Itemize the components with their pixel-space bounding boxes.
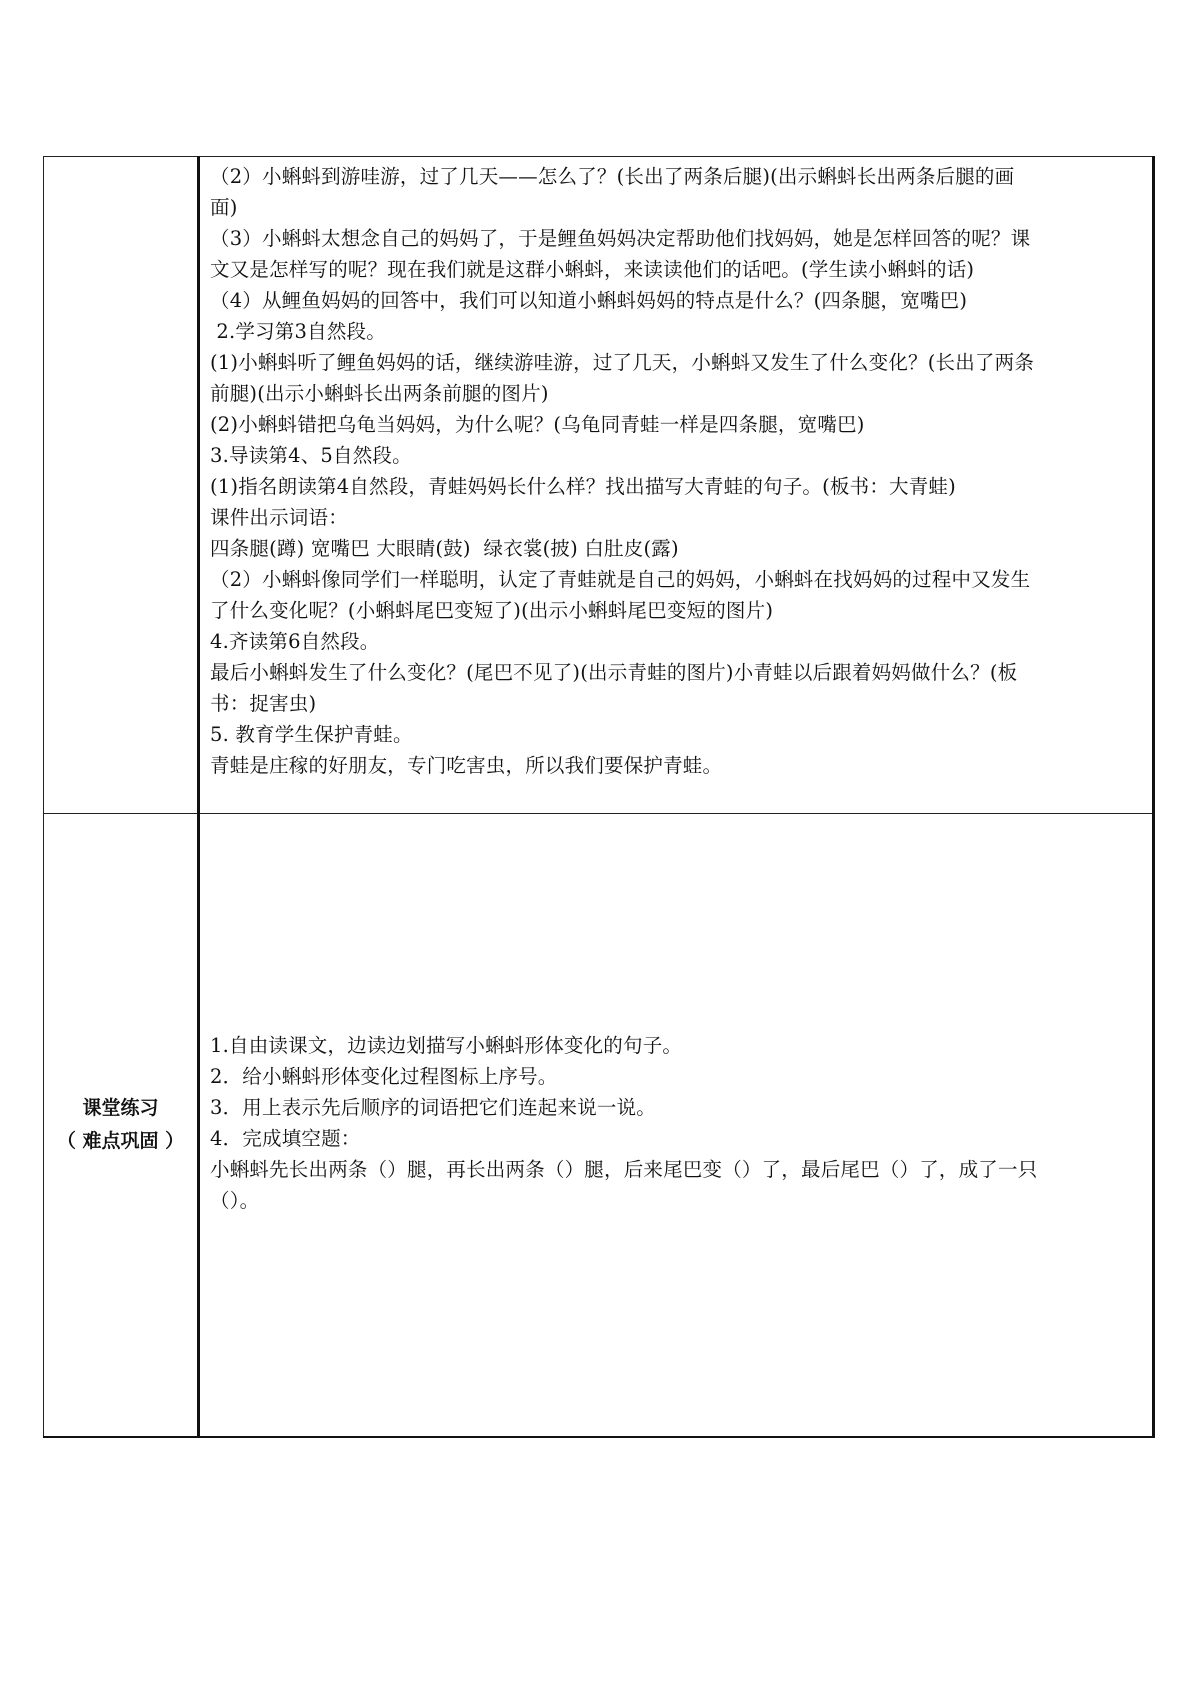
text-line: 青蛙是庄稼的好朋友，专门吃害虫，所以我们要保护青蛙。 [210, 754, 723, 777]
table-row-teaching-process [44, 157, 1154, 814]
table-row-classroom-practice [44, 814, 1154, 1438]
text-line: 5. 教育学生保护青蛙。 [210, 723, 413, 746]
section-label-title: 课堂练习 [82, 1097, 159, 1119]
text-line: 面) [210, 196, 238, 219]
text-line: 了什么变化呢？(小蝌蚪尾巴变短了)(出示小蝌蚪尾巴变短的图片) [210, 599, 774, 622]
section-label-cell-empty [44, 157, 199, 814]
teaching-process-text [200, 157, 1152, 781]
text-line: (2)小蝌蚪错把乌龟当妈妈，为什么呢？(乌龟同青蛙一样是四条腿，宽嘴巴) [210, 413, 865, 436]
text-line: (1)指名朗读第4自然段，青蛙妈妈长什么样？找出描写大青蛙的句子。(板书：大青蛙) [210, 475, 956, 498]
lesson-plan-table [43, 156, 1155, 1438]
text-line: 课件出示词语： [210, 506, 348, 529]
classroom-practice-cell [199, 814, 1154, 1438]
text-line: （3）小蝌蚪太想念自己的妈妈了，于是鲤鱼妈妈决定帮助他们找妈妈，她是怎样回答的呢？课 [210, 227, 1031, 250]
classroom-practice-text [200, 814, 1152, 1216]
exercise-line: 1.自由读课文，边读边划描写小蝌蚪形体变化的句子。 [210, 1034, 683, 1057]
exercise-line: 小蝌蚪先长出两条（）腿，再长出两条（）腿，后来尾巴变（）了，最后尾巴（）了，成了一只 [210, 1158, 1038, 1181]
section-label-subtitle: （ 难点巩固 ） [56, 1130, 185, 1152]
exercise-line: （）。 [210, 1189, 260, 1212]
text-line: 最后小蝌蚪发生了什么变化？(尾巴不见了)(出示青蛙的图片)小青蛙以后跟着妈妈做什么？(板 [210, 661, 1018, 684]
exercise-line: 4．完成填空题： [210, 1127, 361, 1150]
text-line: 四条腿(蹲) 宽嘴巴 大眼睛(鼓) 绿衣裳(披) 白肚皮(露) [210, 537, 679, 560]
section-label-text [44, 1092, 197, 1158]
text-line: (1)小蝌蚪听了鲤鱼妈妈的话，继续游哇游，过了几天，小蝌蚪又发生了什么变化？(长出了两条 [210, 351, 1035, 374]
text-line: 前腿)(出示小蝌蚪长出两条前腿的图片) [210, 382, 549, 405]
text-line: 4.齐读第6自然段。 [210, 630, 380, 653]
text-line: （4）从鲤鱼妈妈的回答中，我们可以知道小蝌蚪妈妈的特点是什么？(四条腿，宽嘴巴) [210, 289, 968, 312]
exercise-line: 3．用上表示先后顺序的词语把它们连起来说一说。 [210, 1096, 657, 1119]
text-line: （2）小蝌蚪像同学们一样聪明，认定了青蛙就是自己的妈妈，小蝌蚪在找妈妈的过程中又发生 [210, 568, 1031, 591]
text-line: 2.学习第3自然段。 [210, 320, 386, 343]
text-line: 文又是怎样写的呢？现在我们就是这群小蝌蚪，来读读他们的话吧。(学生读小蝌蚪的话) [210, 258, 975, 281]
exercise-line: 2．给小蝌蚪形体变化过程图标上序号。 [210, 1065, 558, 1088]
text-line: 3.导读第4、5自然段。 [210, 444, 412, 467]
section-label-cell [44, 814, 199, 1438]
text-line: 书：捉害虫) [210, 692, 317, 715]
teaching-process-cell [199, 157, 1154, 814]
text-line: （2）小蝌蚪到游哇游，过了几天——怎么了？(长出了两条后腿)(出示蝌蚪长出两条后腿的画 [210, 165, 1015, 188]
section-label [44, 814, 197, 1436]
